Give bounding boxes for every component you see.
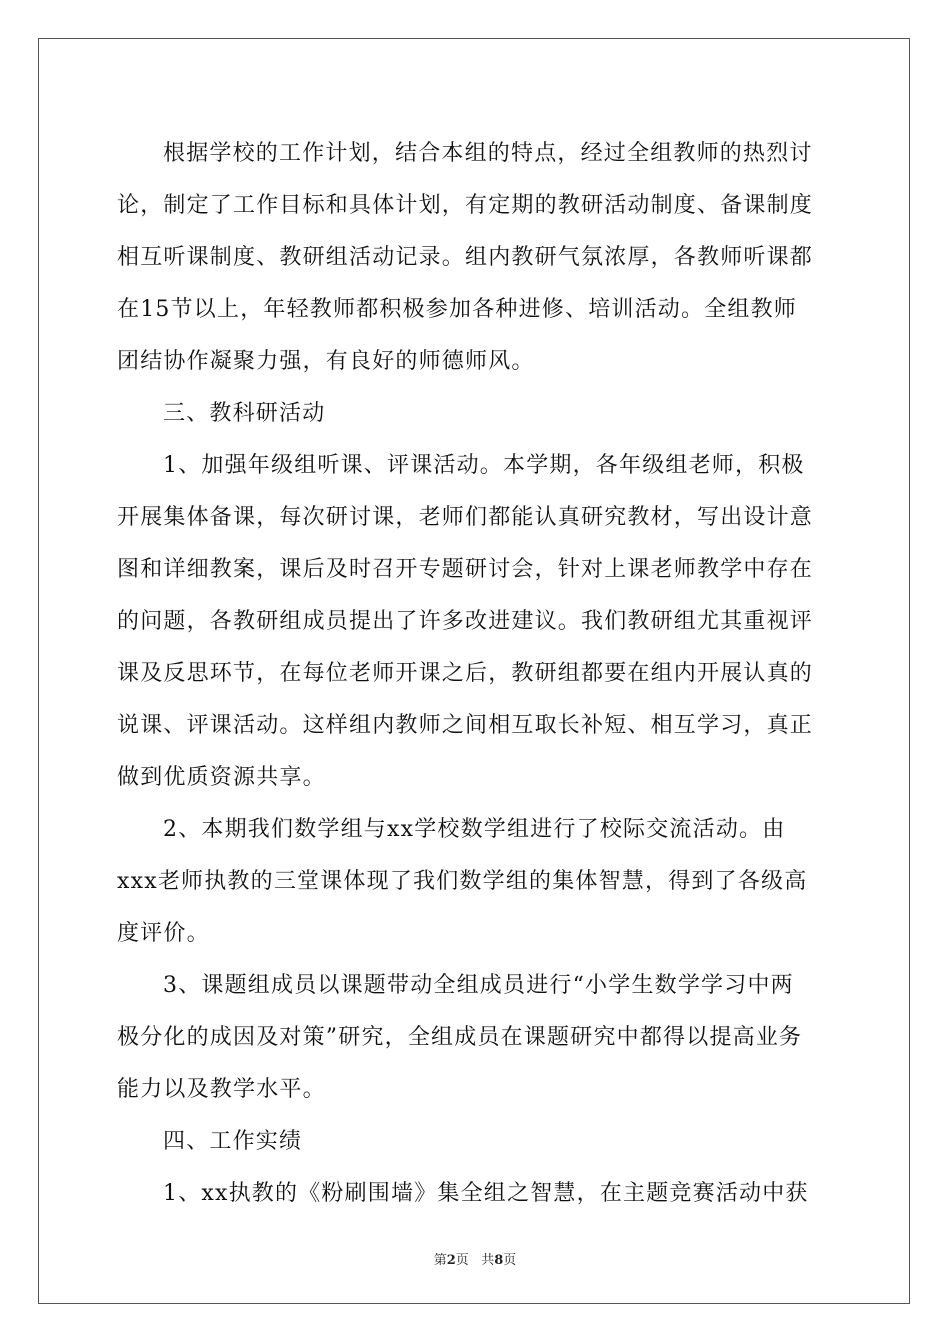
page-number-footer: [0, 1249, 950, 1268]
text-line: 图和详细教案，课后及时召开专题研讨会，针对上课老师教学中存在: [117, 557, 814, 582]
text-line: 能力以及教学水平。: [117, 1077, 326, 1102]
text-line: 度评价。: [117, 921, 210, 946]
section-heading: 四、工作实绩: [163, 1129, 303, 1154]
text-line: 1、加强年级组听课、评课活动。本学期，各年级组老师，积极: [163, 453, 805, 478]
text-line: 在15节以上，年轻教师都积极参加各种进修、培训活动。全组教师: [117, 297, 797, 322]
text-line: 课及反思环节，在每位老师开课之后，教研组都要在组内开展认真的: [117, 661, 814, 686]
text-line: 论，制定了工作目标和具体计划，有定期的教研活动制度、备课制度: [117, 193, 814, 218]
text-line: 根据学校的工作计划，结合本组的特点，经过全组教师的热烈讨: [163, 141, 813, 166]
text-line: 极分化的成因及对策”研究，全组成员在课题研究中都得以提高业务: [117, 1025, 803, 1050]
text-line: 相互听课制度、教研组活动记录。组内教研气氛浓厚，各教师听课都: [117, 245, 814, 270]
text-line: 的问题，各教研组成员提出了许多改进建议。我们教研组尤其重视评: [117, 609, 814, 634]
page-mid: 页 共: [455, 1253, 495, 1268]
text-line: 3、课题组成员以课题带动全组成员进行“小学生数学学习中两: [163, 973, 794, 998]
text-line: 1、xx执教的《粉刷围墙》集全组之智慧，在主题竞赛活动中获: [163, 1181, 809, 1206]
text-line: 团结协作凝聚力强，有良好的师德师风。: [117, 349, 535, 374]
text-line: 做到优质资源共享。: [117, 765, 326, 790]
page-prefix: 第: [433, 1253, 447, 1268]
section-heading: 三、教科研活动: [163, 401, 326, 426]
text-line: 开展集体备课，每次研讨课，老师们都能认真研究教材，写出设计意: [117, 505, 814, 530]
page-suffix: 页: [503, 1253, 517, 1268]
document-body: [117, 128, 833, 1220]
text-line: xxx老师执教的三堂课体现了我们数学组的集体智慧，得到了各级高: [117, 869, 808, 894]
total-page-number: 8: [494, 1253, 504, 1268]
text-line: 说课、评课活动。这样组内教师之间相互取长补短、相互学习，真正: [117, 713, 814, 738]
text-line: 2、本期我们数学组与xx学校数学组进行了校际交流活动。由: [163, 817, 786, 842]
current-page-number: 2: [446, 1253, 456, 1268]
